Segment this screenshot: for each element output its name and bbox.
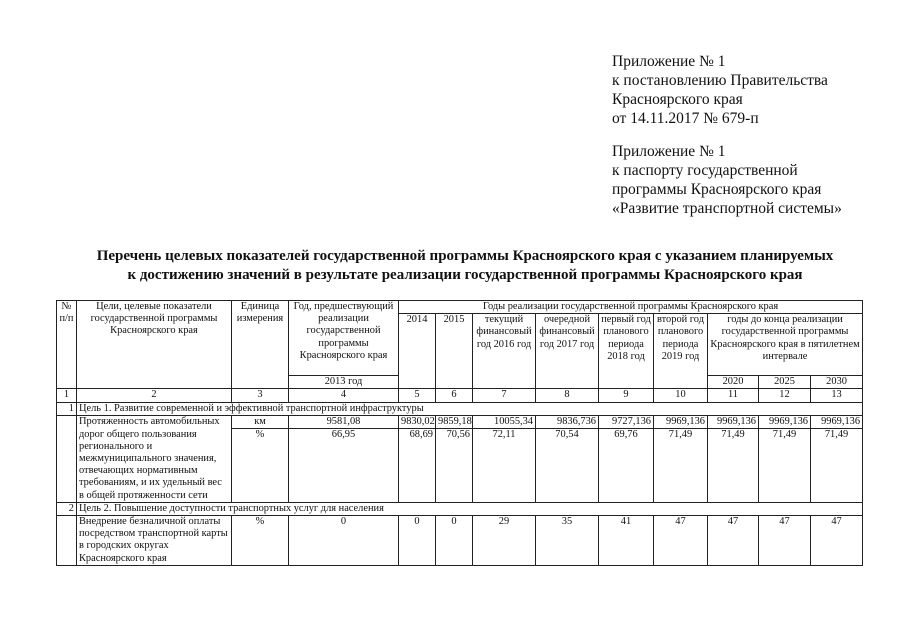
value-cell: 71,49: [811, 429, 863, 503]
header-2015: 2015: [436, 314, 473, 389]
column-number: 7: [473, 389, 536, 402]
header-2025: 2025: [759, 376, 811, 389]
header-2030: 2030: [811, 376, 863, 389]
header-num: № п/п: [57, 301, 77, 389]
value-cell: 47: [708, 515, 759, 565]
header-prev-year-value: 2013 год: [289, 376, 399, 389]
column-number: 12: [759, 389, 811, 402]
appendix-block-1: [612, 52, 828, 128]
title-line: Перечень целевых показателей государственной программы Красноярского края с указанием планируемых: [96, 248, 834, 264]
column-number: 8: [536, 389, 599, 402]
value-cell: 9969,136: [654, 415, 708, 428]
value-cell: 47: [811, 515, 863, 565]
header-to-end: годы до конца реализации государственной программы Красноярского края в пятилетнем интервале: [708, 314, 863, 376]
table-row: [57, 515, 863, 565]
value-cell: 71,49: [759, 429, 811, 503]
value-cell: 9836,736: [536, 415, 599, 428]
header-plan-year-1: первый год планового периода 2018 год: [599, 314, 654, 389]
document-title: [70, 247, 860, 285]
appendix-line: «Развитие транспортной системы»: [612, 200, 842, 217]
appendix-line: к постановлению Правительства: [612, 72, 828, 89]
value-cell: 47: [759, 515, 811, 565]
value-cell: 9581,08: [289, 415, 399, 428]
column-number: 9: [599, 389, 654, 402]
column-numbers-row: [57, 389, 863, 402]
value-cell: 0: [436, 515, 473, 565]
value-cell: 72,11: [473, 429, 536, 503]
value-cell: 71,49: [654, 429, 708, 503]
value-cell: 9969,136: [759, 415, 811, 428]
appendix-block-2: [612, 142, 842, 218]
value-cell: 35: [536, 515, 599, 565]
header-next-year: очередной финансовый год 2017 год: [536, 314, 599, 389]
value-cell: 41: [599, 515, 654, 565]
goal-text: Цель 1. Развитие современной и эффективной транспортной инфраструктуры: [77, 402, 863, 415]
table-row: [57, 415, 863, 428]
value-cell: 0: [289, 515, 399, 565]
goal-number: 1: [57, 402, 77, 415]
column-number: 11: [708, 389, 759, 402]
column-number: 5: [399, 389, 436, 402]
appendix-line: от 14.11.2017 № 679-п: [612, 110, 759, 127]
header-plan-year-2: второй год планового периода 2019 год: [654, 314, 708, 389]
value-cell: 0: [399, 515, 436, 565]
value-cell: 29: [473, 515, 536, 565]
row-num-cell: [57, 515, 77, 565]
value-cell: 9969,136: [708, 415, 759, 428]
indicator-unit: %: [232, 429, 289, 503]
goal-row: [57, 502, 863, 515]
value-cell: 47: [654, 515, 708, 565]
column-number: 2: [77, 389, 232, 402]
header-goals: Цели, целевые показатели государственной программы Красноярского края: [77, 301, 232, 389]
value-cell: 9969,136: [811, 415, 863, 428]
column-number: 13: [811, 389, 863, 402]
row-num-cell: [57, 415, 77, 502]
column-number: 3: [232, 389, 289, 402]
indicator-name: дорог общего пользования регионального и межмуниципального значения, отвечающих нормативным требованиям, и их удельный вес в общей протяженности сети: [77, 429, 232, 503]
column-number: 1: [57, 389, 77, 402]
value-cell: 70,56: [436, 429, 473, 503]
appendix-line: Красноярского края: [612, 91, 743, 108]
value-cell: 70,54: [536, 429, 599, 503]
header-2014: 2014: [399, 314, 436, 389]
value-cell: 66,95: [289, 429, 399, 503]
header-2020: 2020: [708, 376, 759, 389]
column-number: 6: [436, 389, 473, 402]
goal-text: Цель 2. Повышение доступности транспортных услуг для населения: [77, 502, 863, 515]
value-cell: 9727,136: [599, 415, 654, 428]
appendix-line: программы Красноярского края: [612, 181, 822, 198]
indicator-name: Внедрение безналичной оплаты посредством транспортной карты в городских округах Красноярского края: [77, 515, 232, 565]
indicator-unit: %: [232, 515, 289, 565]
value-cell: 10055,34: [473, 415, 536, 428]
indicator-unit: км: [232, 415, 289, 428]
header-prev-year: Год, предшествующий реализации государственной программы Красноярского края: [289, 301, 399, 376]
header-years-group: Годы реализации государственной программы Красноярского края: [399, 301, 863, 314]
goal-row: [57, 402, 863, 415]
value-cell: 69,76: [599, 429, 654, 503]
value-cell: 71,49: [708, 429, 759, 503]
table-row: [57, 429, 863, 503]
indicators-table: [56, 300, 863, 566]
header-unit: Единица измерения: [232, 301, 289, 389]
appendix-line: к паспорту государственной: [612, 162, 798, 179]
header-current-year: текущий финансовый год 2016 год: [473, 314, 536, 389]
indicator-name: Протяженность автомобильных: [77, 415, 232, 428]
column-number: 10: [654, 389, 708, 402]
value-cell: 9830,02: [399, 415, 436, 428]
title-line: к достижению значений в результате реализации государственной программы Красноярского края: [127, 267, 803, 283]
goal-number: 2: [57, 502, 77, 515]
column-number: 4: [289, 389, 399, 402]
value-cell: 9859,18: [436, 415, 473, 428]
appendix-line: Приложение № 1: [612, 143, 726, 160]
value-cell: 68,69: [399, 429, 436, 503]
appendix-line: Приложение № 1: [612, 53, 726, 70]
